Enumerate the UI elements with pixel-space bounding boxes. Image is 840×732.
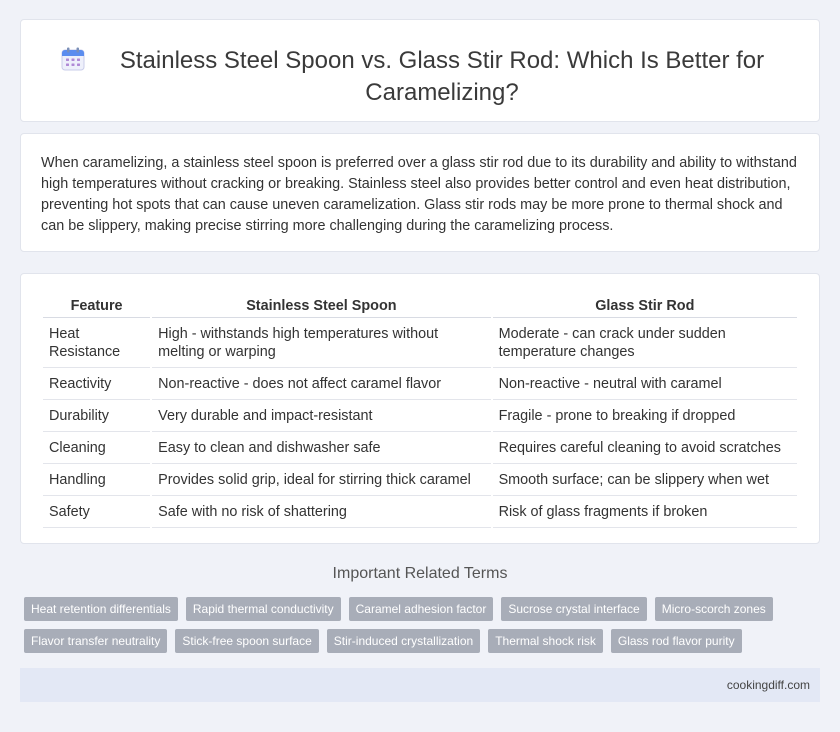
related-term-tag[interactable]: Flavor transfer neutrality (24, 629, 167, 653)
footer-bar (20, 668, 820, 702)
table-row (43, 496, 798, 528)
related-term-tag[interactable]: Heat retention differentials (24, 597, 178, 621)
comparison-card (20, 273, 820, 544)
header-card (20, 19, 820, 122)
feature-cell: Handling (43, 464, 151, 496)
spoon-cell: High - withstands high temperatures without melting or warping (151, 318, 491, 368)
rod-cell: Fragile - prone to breaking if dropped (492, 400, 798, 432)
related-term-tag[interactable]: Stick-free spoon surface (175, 629, 318, 653)
feature-cell: Durability (43, 400, 151, 432)
header-feature: Feature (43, 294, 151, 318)
table-row (43, 464, 798, 496)
spoon-cell: Very durable and impact-resistant (151, 400, 491, 432)
calendar-icon (61, 47, 85, 71)
feature-cell: Heat Resistance (43, 318, 151, 368)
feature-cell: Safety (43, 496, 151, 528)
rod-cell: Non-reactive - neutral with caramel (492, 368, 798, 400)
related-term-tag[interactable]: Stir-induced crystallization (327, 629, 480, 653)
spoon-cell: Easy to clean and dishwasher safe (151, 432, 491, 464)
related-terms-list (24, 597, 820, 653)
rod-cell: Smooth surface; can be slippery when wet (492, 464, 798, 496)
header-glass-stir-rod: Glass Stir Rod (492, 294, 798, 318)
table-row (43, 368, 798, 400)
related-term-tag[interactable]: Glass rod flavor purity (611, 629, 742, 653)
rod-cell: Risk of glass fragments if broken (492, 496, 798, 528)
intro-paragraph: When caramelizing, a stainless steel spoon is preferred over a glass stir rod due to its durability and ability to withstand high temperatures without cracking or breaking. Stainless steel also provides better control and even heat distribution, preventing hot spots that can cause uneven caramelization. Glass stir rods may be more prone to thermal shock and can be slippery, making precise stirring more challenging during the caramelizing process. (41, 155, 797, 234)
related-term-tag[interactable]: Micro-scorch zones (655, 597, 773, 621)
comparison-table (43, 294, 799, 528)
rod-cell: Requires careful cleaning to avoid scratches (492, 432, 798, 464)
page-title: Stainless Steel Spoon vs. Glass Stir Rod: Which Is Better for Caramelizing? (119, 47, 765, 106)
table-row (43, 400, 798, 432)
related-term-tag[interactable]: Caramel adhesion factor (349, 597, 494, 621)
intro-card (20, 133, 820, 252)
spoon-cell: Provides solid grip, ideal for stirring thick caramel (151, 464, 491, 496)
feature-cell: Reactivity (43, 368, 151, 400)
related-terms-title: Important Related Terms (332, 565, 508, 582)
site-name[interactable]: cookingdiff.com (726, 678, 810, 692)
spoon-cell: Safe with no risk of shattering (151, 496, 491, 528)
related-term-tag[interactable]: Rapid thermal conductivity (186, 597, 341, 621)
rod-cell: Moderate - can crack under sudden temperature changes (492, 318, 798, 368)
spoon-cell: Non-reactive - does not affect caramel flavor (151, 368, 491, 400)
related-term-tag[interactable]: Sucrose crystal interface (501, 597, 646, 621)
table-header-row (43, 294, 798, 318)
table-row (43, 432, 798, 464)
table-row (43, 318, 798, 368)
related-term-tag[interactable]: Thermal shock risk (488, 629, 603, 653)
feature-cell: Cleaning (43, 432, 151, 464)
header-stainless-steel-spoon: Stainless Steel Spoon (151, 294, 491, 318)
